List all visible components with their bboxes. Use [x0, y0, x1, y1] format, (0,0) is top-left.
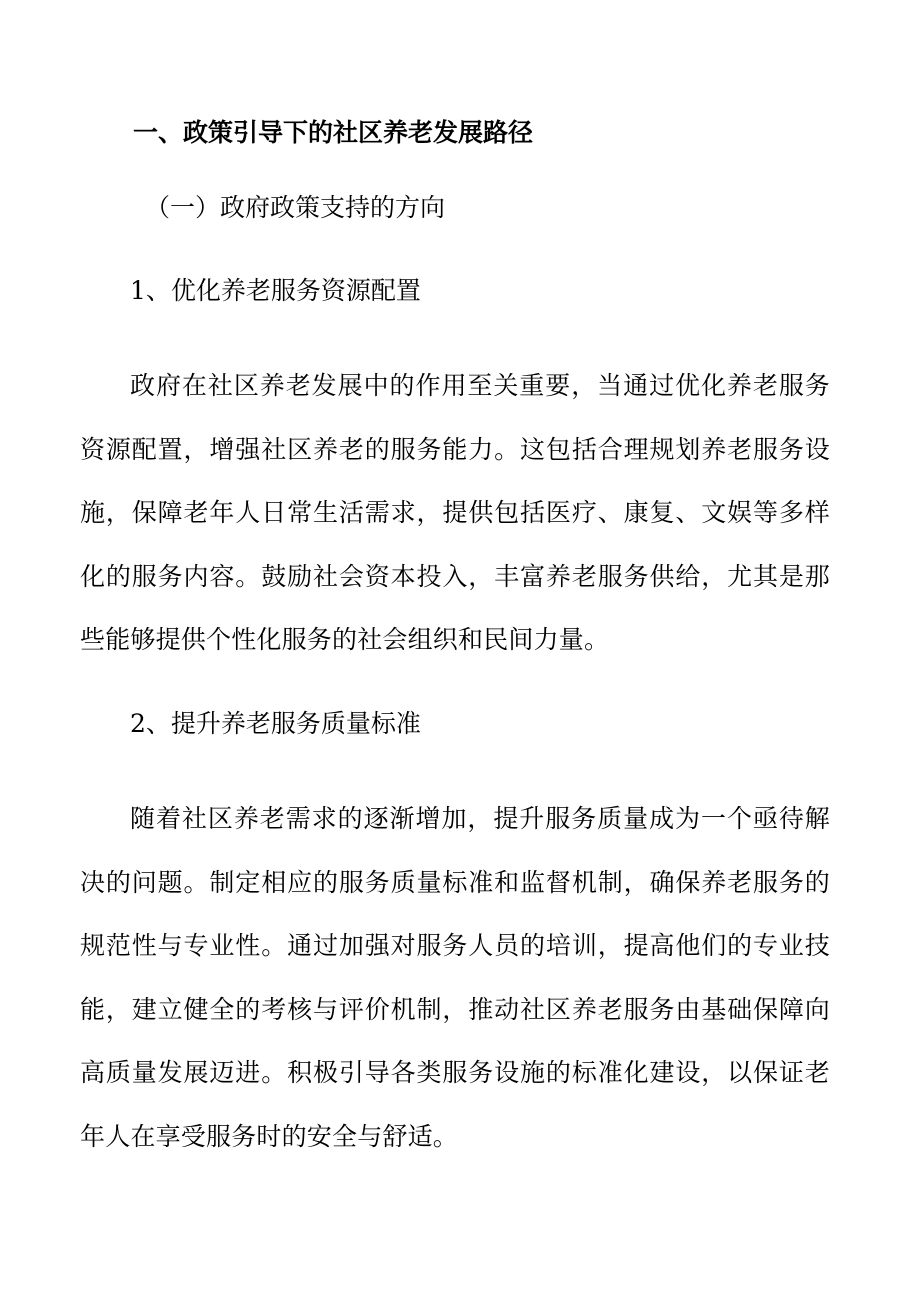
subsection-heading: （一）政府政策支持的方向 [145, 193, 446, 222]
item-heading-2: 2、提升养老服务质量标准 [130, 709, 421, 738]
section-heading: 一、政策引导下的社区养老发展路径 [133, 118, 534, 147]
item-heading-1: 1、优化养老服务资源配置 [130, 276, 421, 305]
paragraph-1: 政府在社区养老发展中的作用至关重要，当通过优化养老服务资源配置，增强社区养老的服务能力。这包括合理规划养老服务设施，保障老年人日常生活需求，提供包括医疗、康复、文娱等多样化的服务内容。鼓励社会资本投入，丰富养老服务供给，尤其是那些能够提供个性化服务的社会组织和民间力量。 [80, 371, 830, 654]
paragraph-2: 随着社区养老需求的逐渐增加，提升服务质量成为一个亟待解决的问题。制定相应的服务质量标准和监督机制，确保养老服务的规范性与专业性。通过加强对服务人员的培训，提高他们的专业技能，建立健全的考核与评价机制，推动社区养老服务由基础保障向高质量发展迈进。积极引导各类服务设施的标准化建设，以保证老年人在享受服务时的安全与舒适。 [80, 804, 830, 1151]
